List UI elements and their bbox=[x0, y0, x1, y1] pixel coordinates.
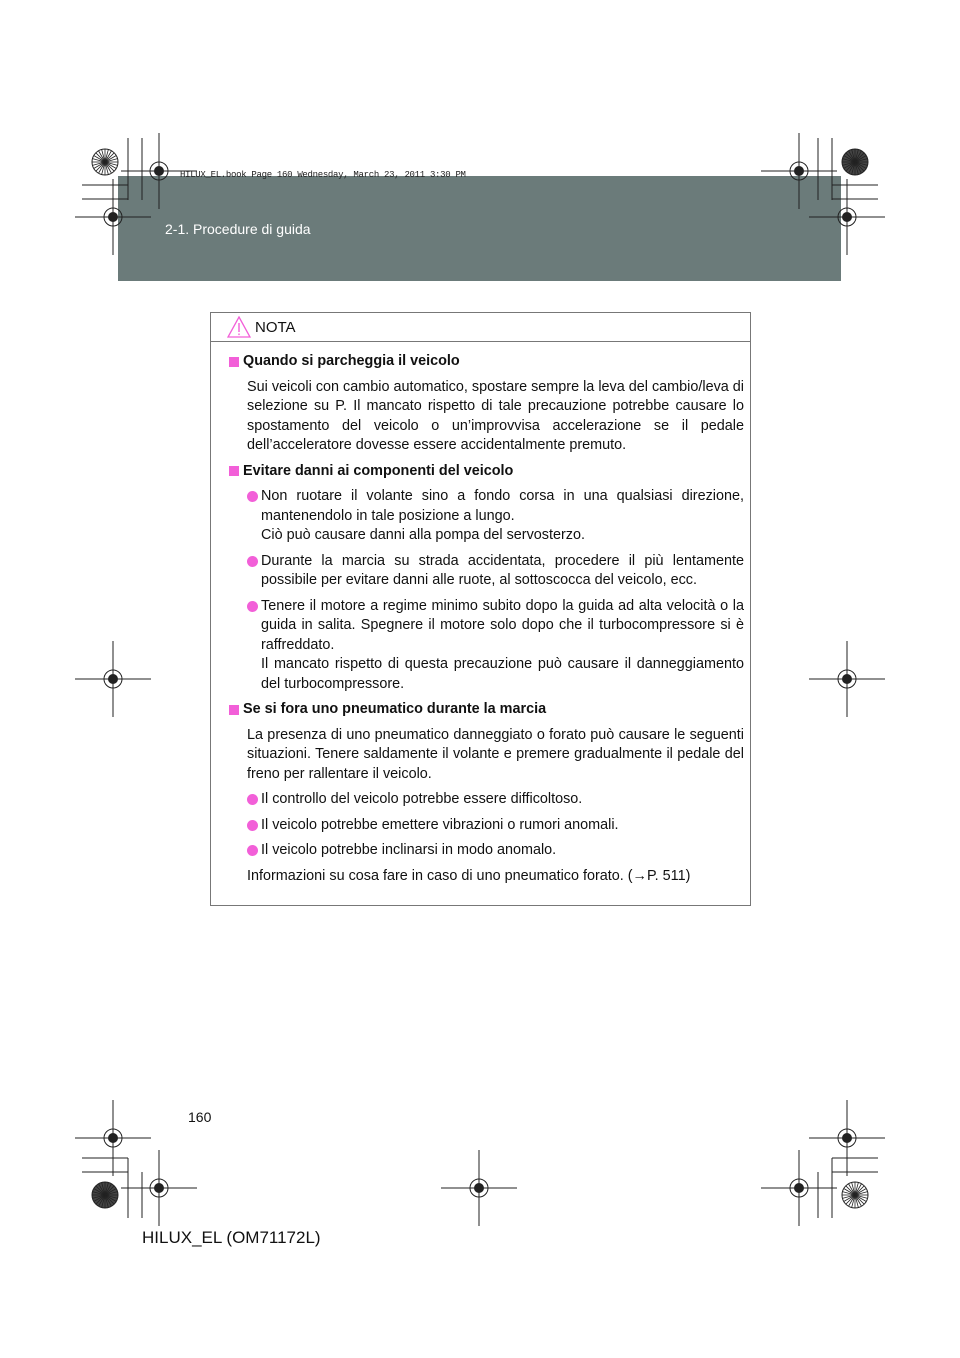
crosshair-mark bbox=[761, 1150, 837, 1226]
bullet-text: Non ruotare il volante sino a fondo corsa in una qualsiasi direzione, mantenendolo in tale posizione a lungo. bbox=[261, 488, 744, 524]
color-target-mark bbox=[842, 149, 868, 175]
bullet-text: Durante la marcia su strada accidentata, procedere il più lentamente possibile per evitare danni alle ruote, al sottoscocca del veicolo, ecc. bbox=[261, 552, 744, 588]
note-paragraph: Sui veicoli con cambio automatico, spostare sempre la leva del cambio/leva di selezione su P. Il mancato rispetto di tale precauzione potrebbe causare lo spostamento del veicolo o un’improvvisa accelerazione se il pedale dell’acceleratore dovesse essere accidentalmente premuto. bbox=[247, 378, 744, 453]
crosshair-mark bbox=[121, 133, 197, 209]
subheading-text: Quando si parcheggia il veicolo bbox=[243, 353, 460, 369]
subheading-text: Se si fora uno pneumatico durante la marcia bbox=[243, 701, 547, 717]
section-title: 2-1. Procedure di guida bbox=[165, 221, 311, 237]
crosshair-mark bbox=[809, 179, 885, 255]
note-paragraph: La presenza di uno pneumatico danneggiato o forato può causare le seguenti situazioni. Tenere saldamente il volante e premere gradualmente il pedale del freno per rallentare il veicolo. bbox=[247, 726, 744, 782]
color-target-mark bbox=[92, 1182, 118, 1208]
page-number: 160 bbox=[188, 1109, 212, 1125]
color-target-mark bbox=[92, 149, 118, 175]
bullet-text: Ciò può causare danni alla pompa del servosterzo. bbox=[261, 527, 585, 543]
crosshair-mark bbox=[75, 1100, 151, 1176]
crosshair-mark bbox=[761, 133, 837, 209]
note-title: NOTA bbox=[255, 318, 296, 336]
bullet-text: Il controllo del veicolo potrebbe essere difficoltoso. bbox=[261, 791, 583, 807]
crosshair-mark bbox=[75, 641, 151, 717]
bullet-text: Il veicolo potrebbe emettere vibrazioni o rumori anomali. bbox=[261, 816, 619, 833]
note-reference: Informazioni su cosa fare in caso di uno pneumatico forato. (→P. 511) bbox=[247, 867, 691, 884]
crosshair-mark bbox=[121, 1150, 197, 1226]
crosshair-mark bbox=[809, 641, 885, 717]
bullet-text: Il mancato rispetto di questa precauzione può causare il danneggiamento del turbocompressore. bbox=[261, 656, 744, 692]
crosshair-mark bbox=[75, 179, 151, 255]
crosshair-mark bbox=[441, 1150, 517, 1226]
footer-code: HILUX_EL (OM71172L) bbox=[142, 1228, 321, 1247]
color-target-mark bbox=[842, 1182, 868, 1208]
crosshair-mark bbox=[809, 1100, 885, 1176]
bullet-text: Il veicolo potrebbe inclinarsi in modo anomalo. bbox=[261, 842, 557, 858]
print-info-line: HILUX_EL.book Page 160 Wednesday, March 23, 2011 3:30 PM bbox=[180, 170, 466, 180]
subheading-text: Evitare danni ai componenti del veicolo bbox=[243, 462, 514, 479]
bullet-text: Tenere il motore a regime minimo subito dopo la guida ad alta velocità o la guida in salita. Spegnere il motore solo dopo che il turbocompressore si è raffreddato. bbox=[261, 597, 744, 653]
